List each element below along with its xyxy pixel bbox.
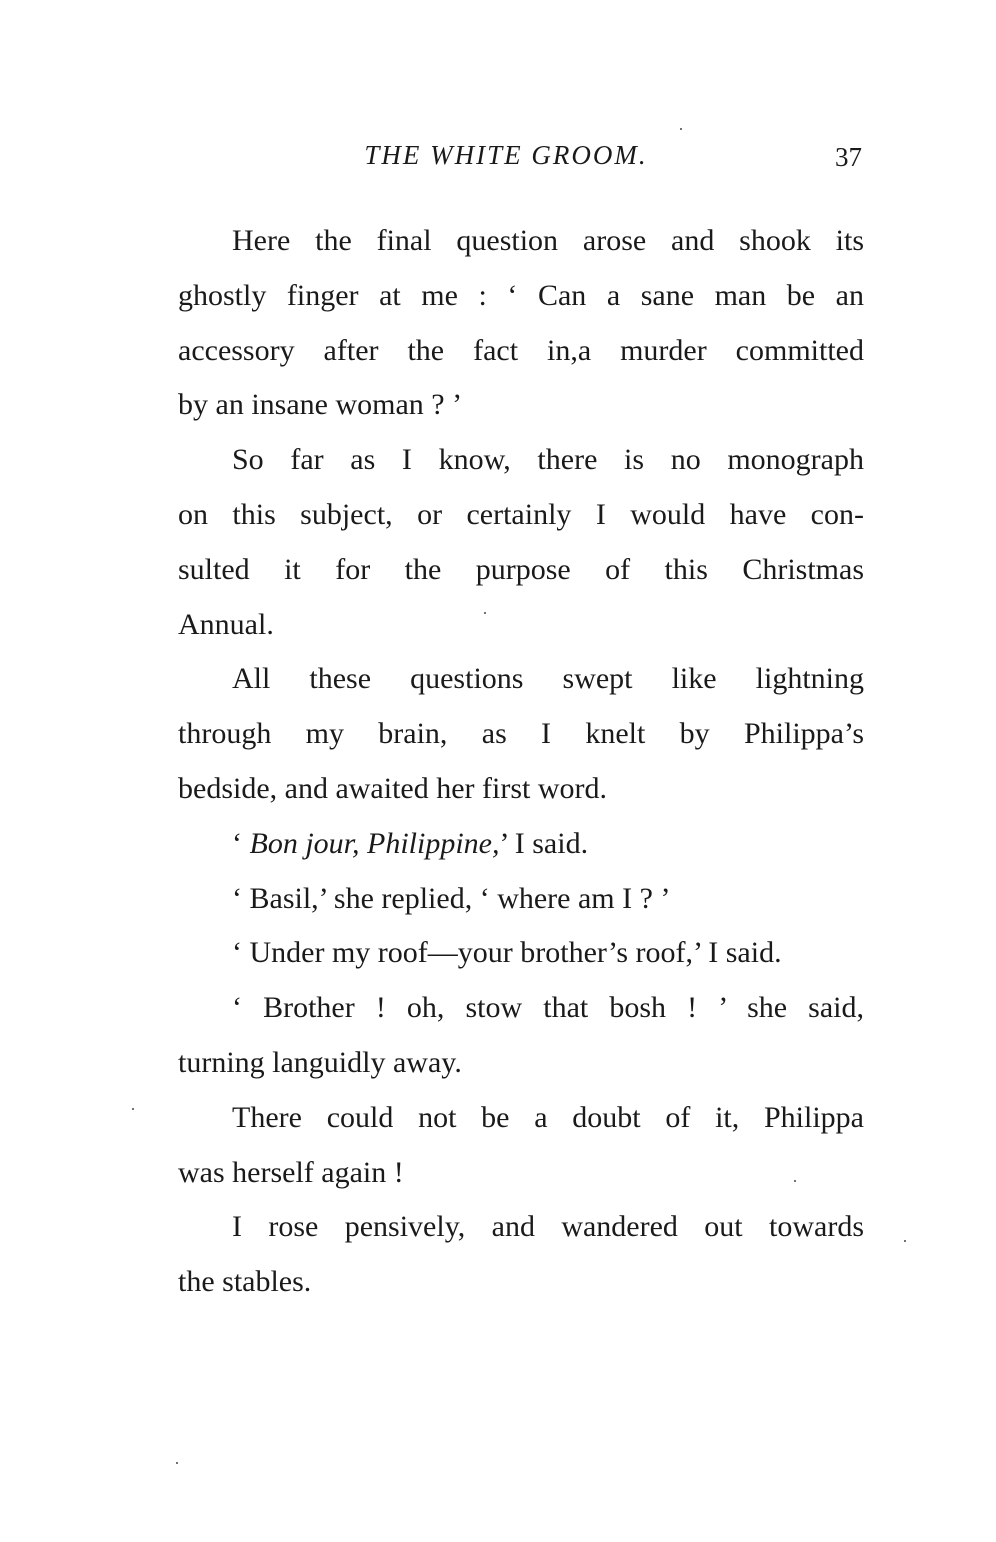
text-line: ghostly finger at me : ‘ Can a sane man be an [178, 278, 864, 312]
text-line: Annual. [178, 607, 274, 641]
text-line: on this subject, or certainly I would have con- [178, 497, 864, 531]
italic-greeting: Bon jour, Philippine, [249, 826, 500, 860]
text-line: was herself again ! [178, 1155, 404, 1189]
text-line: accessory after the fact in,a murder committed [178, 333, 864, 367]
quote-close: ’ I said. [499, 826, 589, 860]
paragraph-9 [178, 1200, 864, 1310]
text-line: ‘ Basil,’ she replied, ‘ where am I ? ’ [232, 881, 671, 915]
text-line: bedside, and awaited her first word. [178, 771, 608, 805]
text-line: All these questions swept like lightning [232, 662, 864, 696]
text-line: the stables. [178, 1265, 312, 1299]
paragraph-2 [178, 433, 864, 652]
text-line: turning languidly away. [178, 1045, 462, 1079]
text-line: There could not be a doubt of it, Philippa [232, 1100, 864, 1134]
scan-speck [176, 1462, 178, 1464]
text-line: sulted it for the purpose of this Christmas [178, 552, 864, 586]
scan-speck [680, 128, 682, 130]
text-line: ‘ Under my roof—your brother’s roof,’ I said. [232, 936, 782, 970]
paragraph-5 [178, 872, 864, 927]
running-head [178, 140, 864, 184]
quote-open: ‘ [232, 826, 250, 860]
scan-speck [132, 1108, 134, 1110]
body-text [178, 214, 864, 1310]
text-line: I rose pensively, and wandered out towards [232, 1210, 864, 1244]
scan-speck [484, 612, 486, 614]
paragraph-6 [178, 926, 864, 981]
text-line: Here the final question arose and shook its [232, 224, 864, 257]
paragraph-8 [178, 1091, 864, 1201]
paragraph-1 [178, 214, 864, 433]
paragraph-7 [178, 981, 864, 1091]
text-line: by an insane woman ? ’ [178, 388, 463, 422]
scan-speck [794, 1180, 796, 1182]
scan-speck [904, 1240, 906, 1242]
running-title: THE WHITE GROOM. [364, 140, 648, 170]
text-line: ‘ Brother ! oh, stow that bosh ! ’ she said, [232, 991, 864, 1025]
text-line [178, 817, 864, 872]
paragraph-4 [178, 817, 864, 872]
text-line: So far as I know, there is no monograph [232, 443, 864, 477]
text-line: through my brain, as I knelt by Philippa’s [178, 717, 864, 751]
paragraph-3 [178, 652, 864, 816]
page-number: 37 [835, 142, 862, 172]
